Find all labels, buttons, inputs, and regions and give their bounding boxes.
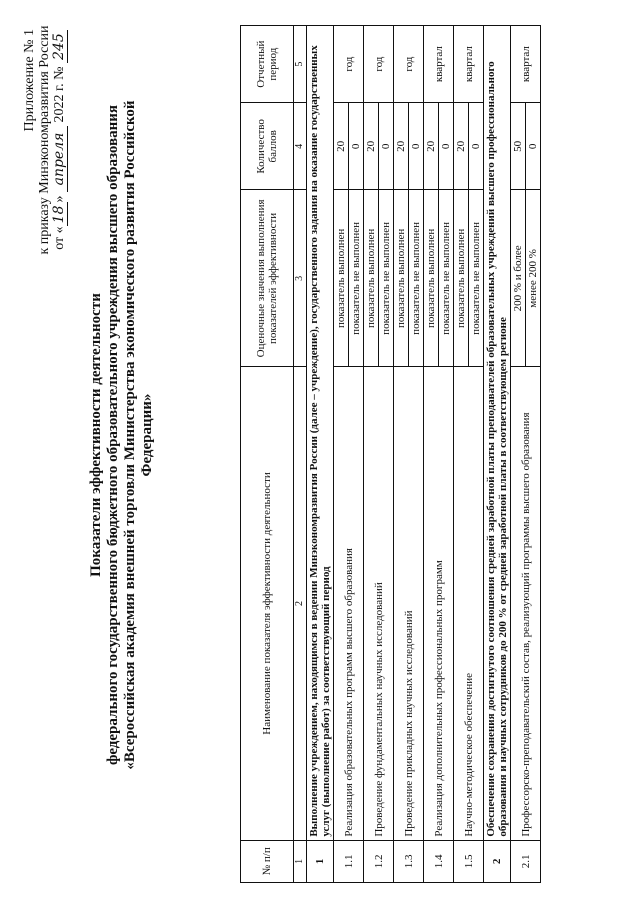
table-index-row: [294, 26, 307, 883]
value-met: 200 % и более: [511, 190, 526, 367]
points-met: 20: [394, 103, 409, 190]
value-not-met: показатель не выполнен: [349, 190, 364, 367]
value-met: показатель выполнен: [454, 190, 469, 367]
table-row: [454, 26, 469, 883]
heading-line-3: «Всероссийская академия внешней торговли Министерства экономического развития Российской Федерации»: [122, 100, 155, 770]
points-not-met: 0: [526, 103, 541, 190]
order-number: 245: [52, 30, 68, 63]
points-met: 20: [364, 103, 379, 190]
row-period: год: [394, 26, 424, 103]
section-row: [307, 26, 334, 883]
value-not-met: показатель не выполнен: [469, 190, 484, 367]
header-num: № п/п: [241, 840, 294, 882]
section-num: 2: [484, 840, 511, 882]
header-values: Оценочные значения выполнения показателей эффективности: [241, 190, 294, 367]
index-cell: 4: [294, 103, 307, 190]
row-num: 1.3: [394, 840, 424, 882]
section-title: Обеспечение сохранения достигнутого соотношения средней заработной платы преподавателей образовательных учреждений высшего профессионального образования и научных сотрудников до 200 % от средней заработной платы в соответствующем регионе: [484, 26, 511, 841]
annex-block: [22, 25, 68, 255]
row-name: Проведение фундаментальных научных исследований: [364, 367, 394, 840]
heading-line-1: Показатели эффективности деятельности: [88, 293, 104, 577]
indicators-table: [240, 25, 541, 883]
index-cell: 2: [294, 367, 307, 840]
number-prefix: №: [52, 66, 67, 80]
section-title: Выполнение учреждением, находящимся в ведении Минэкономразвития России (далее – учреждение), государственного задания на оказание государственных услуг (выполнение работ) за соответствующий период: [307, 26, 334, 841]
table-row: [394, 26, 409, 883]
value-not-met: показатель не выполнен: [409, 190, 424, 367]
header-points: Количество баллов: [241, 103, 294, 190]
row-name: Реализация дополнительных профессиональных программ: [424, 367, 454, 840]
table-row: [511, 26, 526, 883]
index-cell: 3: [294, 190, 307, 367]
table-row: [364, 26, 379, 883]
row-name: Реализация образовательных программ высшего образования: [334, 367, 364, 840]
value-met: показатель выполнен: [424, 190, 439, 367]
row-num: 1.4: [424, 840, 454, 882]
value-not-met: показатель не выполнен: [439, 190, 454, 367]
annex-title: Приложение № 1: [22, 29, 37, 132]
row-period: квартал: [424, 26, 454, 103]
section-row: [484, 26, 511, 883]
row-num: 1.1: [334, 840, 364, 882]
section-num: 1: [307, 840, 334, 882]
date-month: апреля: [52, 126, 68, 192]
points-not-met: 0: [379, 103, 394, 190]
points-not-met: 0: [469, 103, 484, 190]
date-mid: »: [52, 195, 67, 203]
date-prefix: от «: [52, 226, 67, 250]
table-header-row: [241, 26, 294, 883]
value-met: показатель выполнен: [334, 190, 349, 367]
row-name: Проведение прикладных научных исследований: [394, 367, 424, 840]
date-day: 18: [52, 203, 68, 227]
points-met: 20: [454, 103, 469, 190]
table-row: [424, 26, 439, 883]
row-num: 1.5: [454, 840, 484, 882]
points-met: 20: [424, 103, 439, 190]
value-not-met: менее 200 %: [526, 190, 541, 367]
row-name: Профессорско-преподавательский состав, реализующий программы высшего образования: [511, 367, 541, 840]
points-met: 20: [334, 103, 349, 190]
points-not-met: 0: [349, 103, 364, 190]
points-met: 50: [511, 103, 526, 190]
row-period: квартал: [511, 26, 541, 103]
heading-line-2: федерального государственного бюджетного образовательного учреждения высшего образования: [105, 104, 121, 766]
row-name: Научно-методическое обеспечение: [454, 367, 484, 840]
annex-order-line: к приказу Минэкономразвития России: [37, 25, 52, 255]
header-period: Отчетный период: [241, 26, 294, 103]
date-year: 2022 г.: [52, 83, 67, 123]
value-not-met: показатель не выполнен: [379, 190, 394, 367]
value-met: показатель выполнен: [394, 190, 409, 367]
annex-date-line: [52, 25, 68, 255]
row-period: год: [364, 26, 394, 103]
row-num: 1.2: [364, 840, 394, 882]
row-period: квартал: [454, 26, 484, 103]
header-name: Наименование показателя эффективности деятельности: [241, 367, 294, 840]
points-not-met: 0: [409, 103, 424, 190]
points-not-met: 0: [439, 103, 454, 190]
table-row: [334, 26, 349, 883]
value-met: показатель выполнен: [364, 190, 379, 367]
index-cell: 5: [294, 26, 307, 103]
index-cell: 1: [294, 840, 307, 882]
row-period: год: [334, 26, 364, 103]
row-num: 2.1: [511, 840, 541, 882]
document-heading: [88, 65, 156, 805]
